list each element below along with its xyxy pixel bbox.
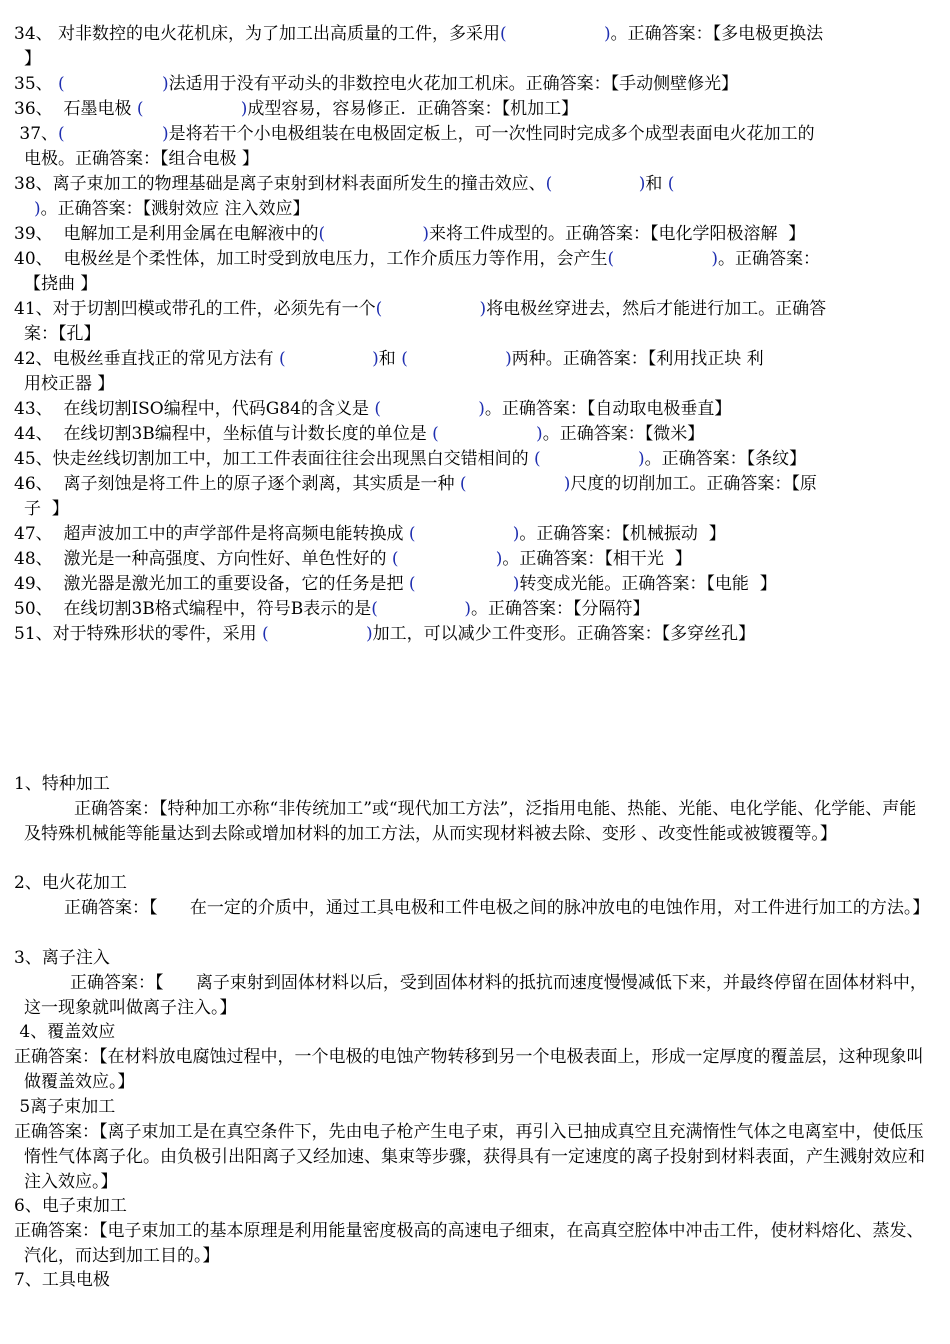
question-36 xyxy=(14,97,930,122)
definition-body: 正确答案：【 在一定的介质中，通过工具电极和工件电极之间的脉冲放电的电蚀作用，对工件进行加工的方法。】 xyxy=(64,898,930,918)
answer-blank: ( ) xyxy=(607,249,718,269)
question-37 xyxy=(14,122,930,172)
question-45 xyxy=(14,447,930,472)
question-46-text: 46、 离子刻蚀是将工件上的原子逐个剥离，其实质是一种 xyxy=(14,474,460,494)
question-40-wrap: 【挠曲 】 xyxy=(24,273,98,294)
answer-blank: ( ) xyxy=(371,599,471,619)
definition-title: 1、特种加工 xyxy=(14,774,110,794)
question-49 xyxy=(14,572,930,597)
definition-title: 7、工具电极 xyxy=(14,1270,110,1290)
definition-title: 3、离子注入 xyxy=(14,948,110,968)
question-42 xyxy=(14,347,930,397)
question-51-text: 51、对于特殊形状的零件，采用 xyxy=(14,624,263,644)
answer-blank: ( ) xyxy=(500,24,611,44)
answer-blank: ( ) xyxy=(136,99,248,119)
question-44 xyxy=(14,422,930,447)
question-49-answer: 转变成光能。正确答案：【电能 】 xyxy=(519,574,777,594)
answer-blank: ( ) xyxy=(279,349,379,369)
answer-blank: ( xyxy=(667,174,675,194)
question-37-wrap: 电极。正确答案：【组合电极 】 xyxy=(24,148,259,169)
definition-body: 正确答案：【特种加工亦称“非传统加工”或“现代加工方法”，泛指用电能、热能、光能、电化学能、化学能、声能及特殊机械能等能量达到去除或增加材料的加工方法，从而实现材料被去除、变形 、改变性能或被镀覆等。】 xyxy=(24,799,917,844)
question-37-text: 37、 xyxy=(14,124,59,144)
question-46 xyxy=(14,472,930,522)
question-51 xyxy=(14,622,930,647)
question-38-and: 和 xyxy=(645,174,668,194)
question-43 xyxy=(14,397,930,422)
question-43-answer: 。正确答案：【自动取电极垂直】 xyxy=(484,399,732,419)
question-42-answer: 两种。正确答案：【利用找正块 利 xyxy=(511,349,764,369)
question-36-answer: 成型容易，容易修正. 正确答案：【机加工】 xyxy=(247,99,579,119)
question-46-answer: 尺度的切削加工。正确答案：【原 xyxy=(570,474,817,494)
question-48-text: 48、 激光是一种高强度、方向性好、单色性好的 xyxy=(14,549,392,569)
question-39-text: 39、 电解加工是利用金属在电解液中的 xyxy=(14,224,319,244)
answer-blank: ) xyxy=(34,198,41,219)
question-40 xyxy=(14,247,930,297)
answer-blank: ( ) xyxy=(545,174,646,194)
answer-blank: ( ) xyxy=(432,424,543,444)
definition-body: 正确答案：【离子束加工是在真空条件下，先由电子枪产生电子束，再引入已抽成真空且充满惰性气体之电离室中，使低压惰性气体离子化。由负极引出阳离子又经加速、集束等步骤，获得具有一定速度的离子投射到材料表面，产生溅射效应和注入效应。】 xyxy=(14,1122,925,1192)
question-42-wrap: 用校正器 】 xyxy=(24,373,115,394)
question-34-wrap: 】 xyxy=(24,48,41,69)
question-34-answer: 。正确答案：【多电极更换法 xyxy=(610,24,824,44)
question-40-answer: 。正确答案： xyxy=(718,249,820,269)
question-44-answer: 。正确答案：【微米】 xyxy=(542,424,705,444)
definition-body: 正确答案：【在材料放电腐蚀过程中，一个电极的电蚀产物转移到另一个电极表面上，形成一定厚度的覆盖层，这种现象叫做覆盖效应。】 xyxy=(14,1047,924,1092)
question-38 xyxy=(14,172,930,222)
question-45-answer: 。正确答案：【条纹】 xyxy=(644,449,807,469)
question-48-answer: 。正确答案：【相干光 】 xyxy=(502,549,692,569)
question-41-wrap: 案：【孔】 xyxy=(24,323,101,344)
question-48 xyxy=(14,547,930,572)
question-42-and: 和 xyxy=(378,349,402,369)
question-38-answer: 。正确答案：【溅射效应 注入效应】 xyxy=(40,198,310,219)
question-38-text: 38、离子束加工的物理基础是离子束射到材料表面所发生的撞击效应、 xyxy=(14,174,546,194)
question-46-wrap: 子 】 xyxy=(24,498,69,519)
question-47 xyxy=(14,522,930,547)
answer-blank: ( ) xyxy=(459,474,571,494)
question-39 xyxy=(14,222,930,247)
answer-blank: ( ) xyxy=(375,299,487,319)
question-49-text: 49、 激光器是激光加工的重要设备，它的任务是把 xyxy=(14,574,409,594)
question-47-answer: 。正确答案：【机械振动 】 xyxy=(519,524,726,544)
definition-body: 正确答案：【电子束加工的基本原理是利用能量密度极高的高速电子细束，在高真空腔体中冲击工件，使材料熔化、蒸发、汽化，而达到加工目的。】 xyxy=(14,1221,924,1266)
definition-title: 4、覆盖效应 xyxy=(14,1022,116,1042)
answer-blank: ( ) xyxy=(534,449,645,469)
question-34-text: 34、 对非数控的电火花机床，为了加工出高质量的工件，多采用 xyxy=(14,24,501,44)
answer-blank: ( ) xyxy=(408,524,520,544)
question-37-answer: 是将若干个小电极组装在电极固定板上，可一次性同时完成多个成型表面电火花加工的 xyxy=(168,124,815,144)
question-51-answer: 加工，可以减少工件变形。正确答案：【多穿丝孔】 xyxy=(372,624,756,644)
question-45-text: 45、快走丝线切割加工中，加工工件表面往往会出现黑白交错相间的 xyxy=(14,449,535,469)
question-41-text: 41、对于切割凹模或带孔的工件，必须先有一个 xyxy=(14,299,376,319)
question-43-text: 43、 在线切割ISO编程中，代码G84的含义是 xyxy=(14,399,375,419)
answer-blank: ( ) xyxy=(408,574,520,594)
question-44-text: 44、 在线切割3B编程中，坐标值与计数长度的单位是 xyxy=(14,424,433,444)
answer-blank: ( ) xyxy=(262,624,373,644)
question-47-text: 47、 超声波加工中的声学部件是将高频电能转换成 xyxy=(14,524,409,544)
answer-blank: ( ) xyxy=(401,349,512,369)
question-50 xyxy=(14,597,930,622)
answer-blank: ( ) xyxy=(391,549,503,569)
question-41-answer: 将电极丝穿进去，然后才能进行加工。正确答 xyxy=(486,299,827,319)
answer-blank: ( ) xyxy=(58,124,169,144)
definition-title: 2、电火花加工 xyxy=(14,873,127,893)
question-42-text: 42、电极丝垂直找正的常见方法有 xyxy=(14,349,280,369)
definition-title: 5离子束加工 xyxy=(14,1097,116,1117)
question-50-answer: 。正确答案：【分隔符】 xyxy=(470,599,650,619)
question-35-answer: 法适用于没有平动头的非数控电火花加工机床。正确答案：【手动侧壁修光】 xyxy=(168,74,739,94)
answer-blank: ( ) xyxy=(318,224,429,244)
question-41 xyxy=(14,297,930,347)
question-36-text: 36、 石墨电极 xyxy=(14,99,137,119)
definition-title: 6、电子束加工 xyxy=(14,1196,127,1216)
question-50-text: 50、 在线切割3B格式编程中，符号B表示的是 xyxy=(14,599,372,619)
answer-blank: ( ) xyxy=(374,399,485,419)
answer-blank: ( ) xyxy=(58,74,169,94)
question-39-answer: 来将工件成型的。正确答案：【电化学阳极溶解 】 xyxy=(429,224,806,244)
question-40-text: 40、 电极丝是个柔性体，加工时受到放电压力，工作介质压力等作用，会产生 xyxy=(14,249,608,269)
question-34 xyxy=(14,22,930,72)
question-35 xyxy=(14,72,930,97)
question-35-text: 35、 xyxy=(14,74,59,94)
definition-body: 正确答案：【 离子束射到固体材料以后，受到固体材料的抵抗而速度慢慢减低下来，并最终停留在固体材料中，这一现象就叫做离子注入。】 xyxy=(24,973,927,1018)
